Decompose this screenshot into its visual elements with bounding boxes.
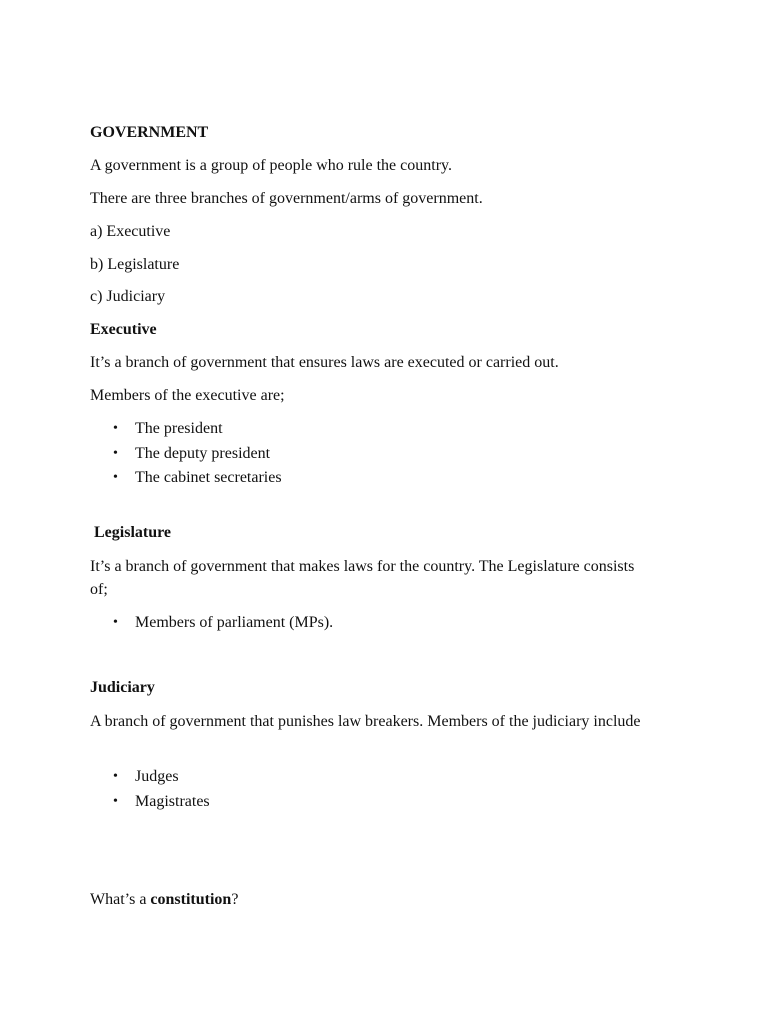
branch-list-item: c) Judiciary (90, 288, 166, 305)
judiciary-member-item: Magistrates (135, 793, 210, 810)
bullet-icon: • (113, 421, 118, 436)
constitution-question-prefix: What’s a (90, 891, 151, 908)
executive-definition: It’s a branch of government that ensures laws are executed or carried out. (90, 354, 559, 371)
intro-branches: There are three branches of government/arms of government. (90, 190, 483, 207)
executive-member-item: The deputy president (135, 445, 271, 462)
document-title: GOVERNMENT (90, 124, 209, 141)
legislature-member-item: Members of parliament (MPs). (135, 614, 334, 631)
judiciary-definition: A branch of government that punishes law breakers. Members of the judiciary include (90, 713, 641, 730)
legislature-definition: It’s a branch of government that makes laws for the country. The Legislature consists of; (90, 558, 635, 598)
branch-list-item: a) Executive (90, 223, 171, 240)
bullet-icon: • (113, 615, 118, 630)
constitution-term: constitution (150, 891, 232, 908)
bullet-icon: • (113, 470, 118, 485)
bullet-icon: • (113, 794, 118, 809)
executive-members-intro: Members of the executive are; (90, 387, 285, 404)
branch-list-item: b) Legislature (90, 256, 180, 273)
constitution-question-suffix: ? (231, 891, 239, 908)
bullet-icon: • (113, 446, 118, 461)
constitution-question (90, 890, 238, 910)
judiciary-heading: Judiciary (90, 679, 155, 696)
intro-definition: A government is a group of people who rule the country. (90, 157, 452, 174)
legislature-heading: Legislature (94, 524, 172, 541)
executive-member-item: The president (135, 420, 223, 437)
executive-heading: Executive (90, 321, 157, 338)
judiciary-member-item: Judges (135, 768, 179, 785)
executive-member-item: The cabinet secretaries (135, 469, 282, 486)
bullet-icon: • (113, 769, 118, 784)
